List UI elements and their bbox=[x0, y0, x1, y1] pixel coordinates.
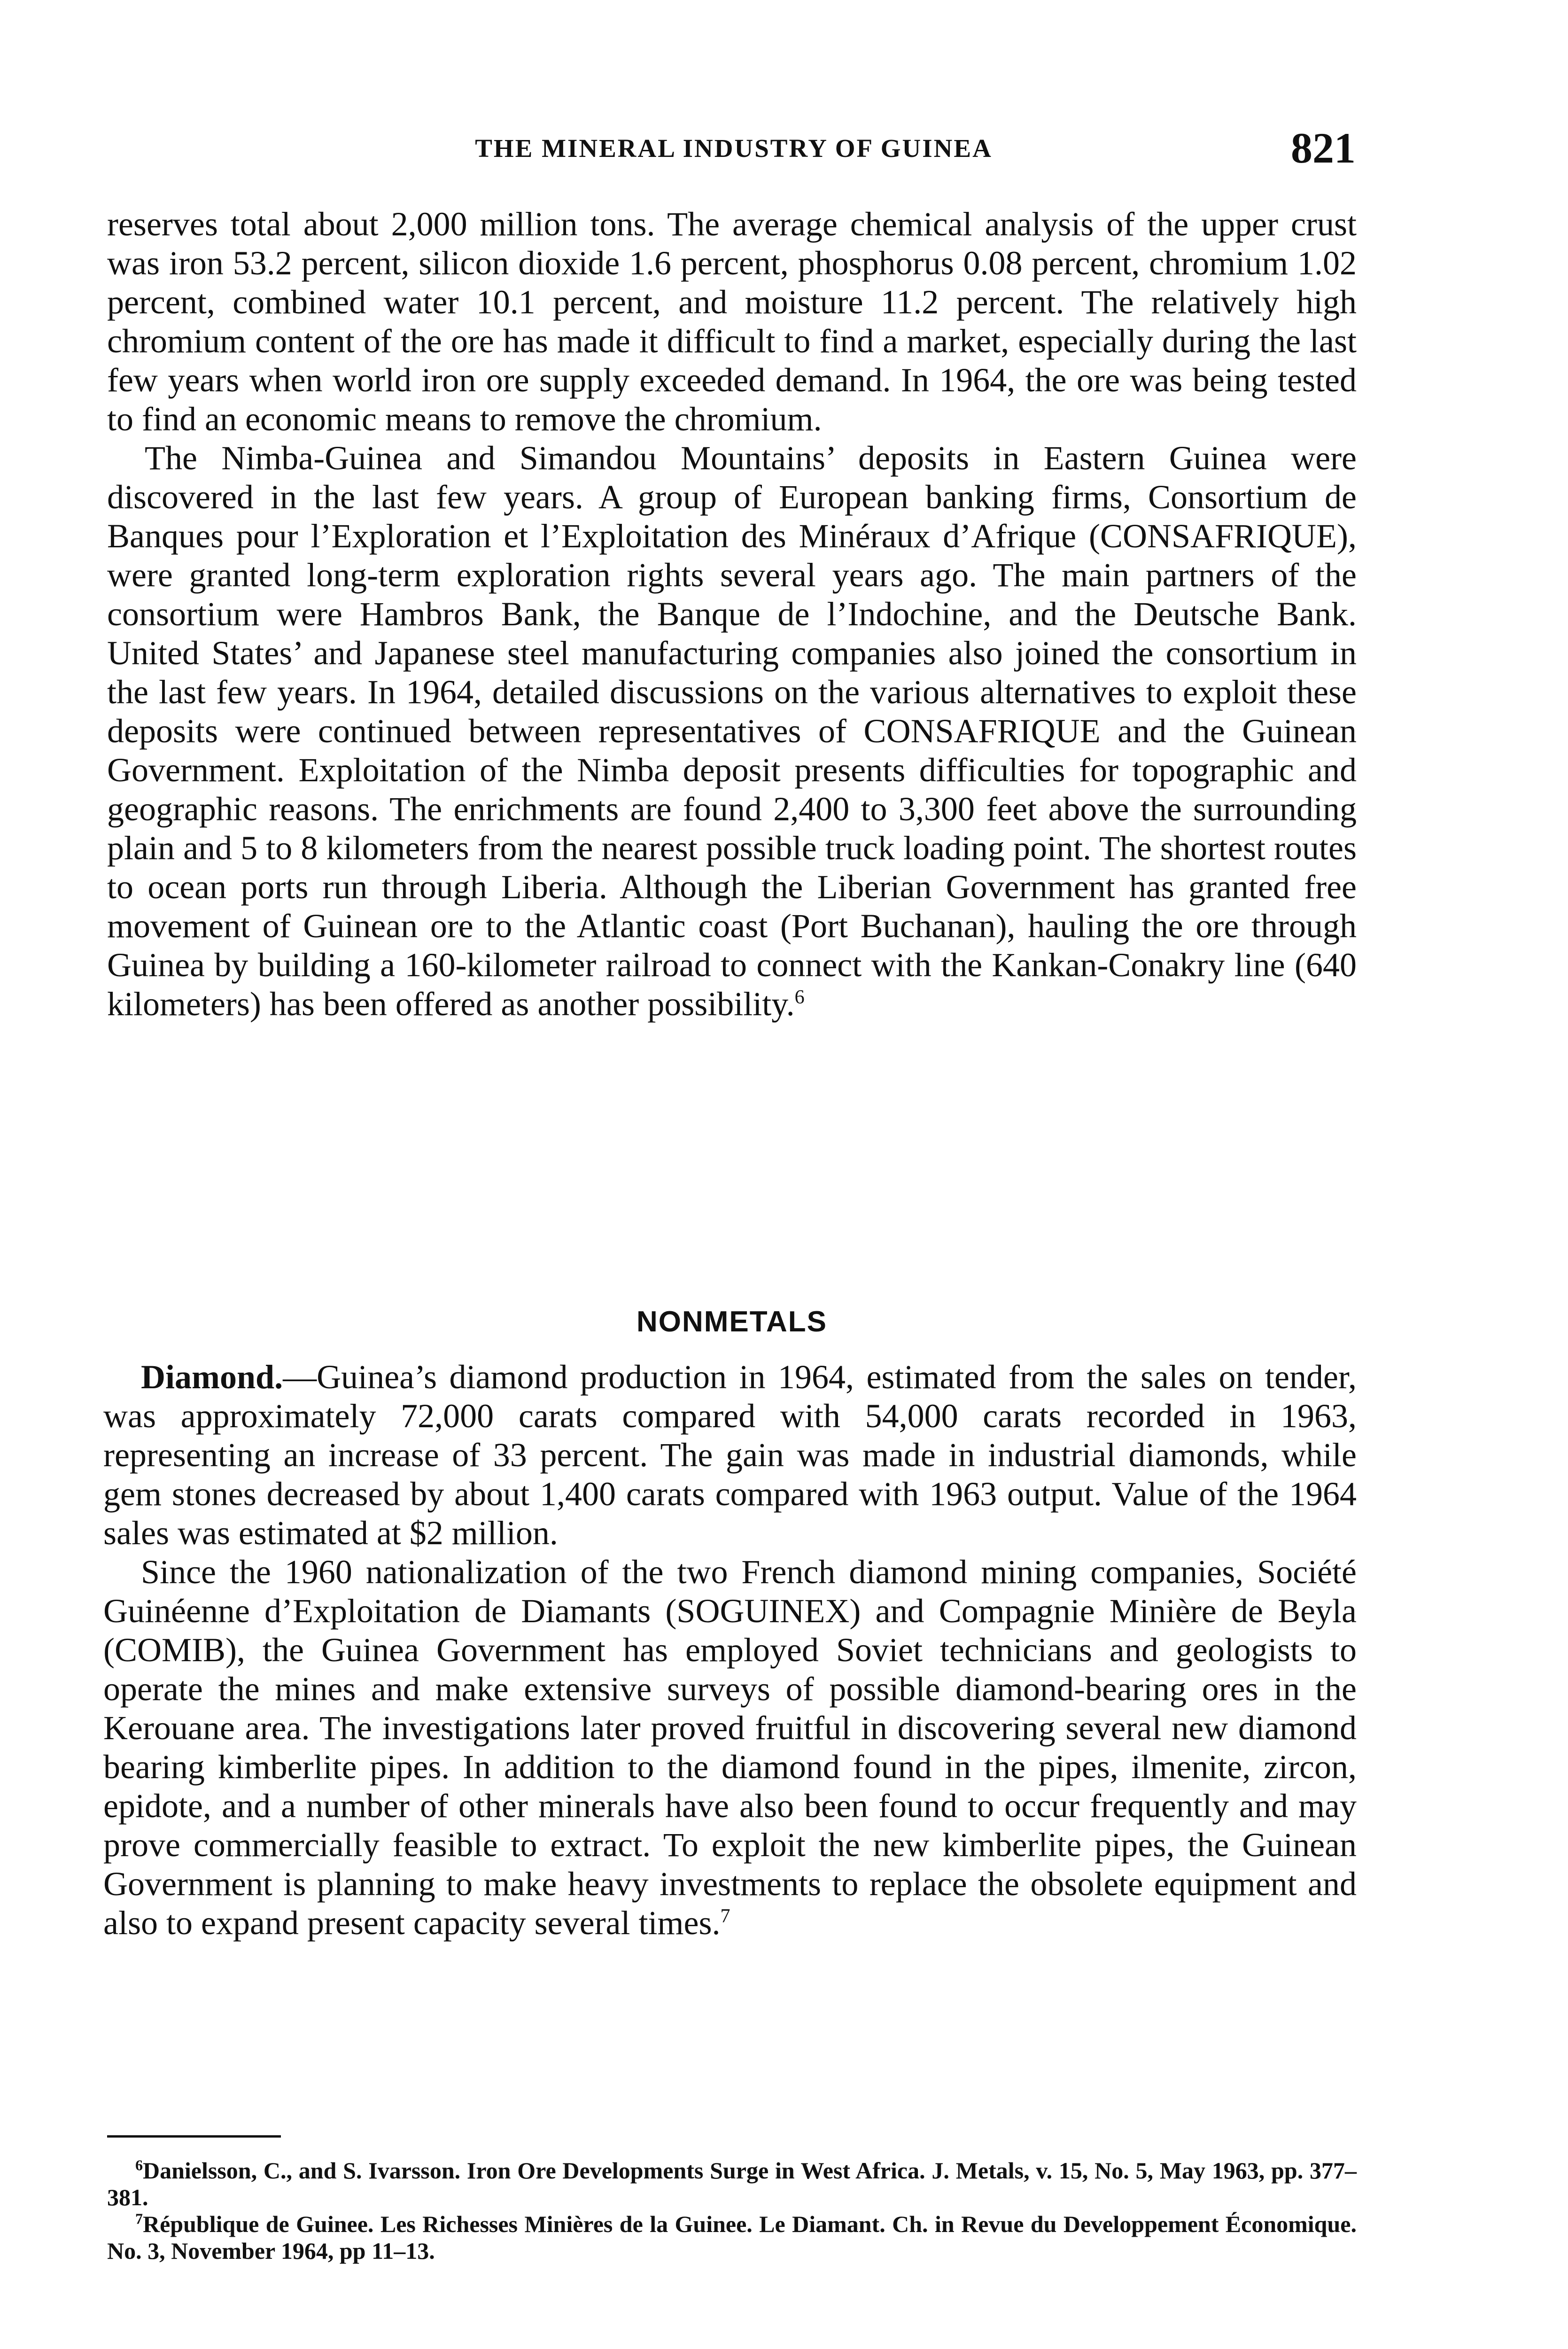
footnote-marker-7: 7 bbox=[135, 2210, 143, 2227]
paragraph-diamond-text: —Guinea’s diamond production in 1964, estimated from the sales on tender, was approximately 72,000 carats compared with 54,000 carats recorded in 1963, representing an increase of 33 percent. The gain was made in industrial diamonds, while gem stones decreased by about 1,400 carats compared with 1963 output. Value of the 1964 sales was estimated at $2 million. bbox=[103, 1358, 1357, 1552]
paragraph-diamond bbox=[103, 1358, 1357, 1553]
iron-ore-section-text bbox=[107, 205, 1357, 1024]
nonmetals-section-text bbox=[103, 1358, 1357, 1943]
running-header bbox=[107, 123, 1360, 175]
footnote-ref-7: 7 bbox=[720, 1906, 730, 1927]
paragraph-nationalization bbox=[103, 1553, 1357, 1943]
paragraph-reserves bbox=[107, 205, 1357, 439]
diamond-run-in-heading: Diamond. bbox=[141, 1358, 283, 1396]
footnotes bbox=[107, 2157, 1357, 2264]
footnote-7 bbox=[107, 2211, 1357, 2264]
paragraph-nationalization-text: Since the 1960 nationalization of the two French diamond mining companies, Société Guinéenne d’Exploitation de Diamants (SOGUINEX) and Compagnie Minière de Beyla (COMIB), the Guinea Government has employed Soviet technicians and geologists to operate the mines and make extensive surveys of possible diamond-bearing ores in the Kerouane area. The investigations later proved fruitful in discovering several new diamond bearing kimberlite pipes. In addition to the diamond found in the pipes, ilmenite, zircon, epidote, and a number of other minerals have also been found to occur frequently and may prove commercially feasible to extract. To exploit the new kimberlite pipes, the Guinean Government is planning to make heavy investments to replace the obsolete equipment and also to expand present capacity several times. bbox=[103, 1553, 1357, 1942]
footnote-6-text: Danielsson, C., and S. Ivarsson. Iron Ore Developments Surge in West Africa. J. Metals, v. 15, No. 5, May 1963, pp. 377–381. bbox=[107, 2157, 1357, 2210]
paragraph-nimba-simandou bbox=[107, 439, 1357, 1024]
footnote-7-text: République de Guinee. Les Richesses Minières de la Guinee. Le Diamant. Ch. in Revue du Developpement Économique. No. 3, November 1964, pp 11–13. bbox=[107, 2211, 1357, 2264]
page-number: 821 bbox=[1291, 124, 1356, 172]
footnote-ref-6: 6 bbox=[794, 987, 805, 1008]
running-title: THE MINERAL INDUSTRY OF GUINEA bbox=[475, 134, 993, 163]
paragraph-nimba-simandou-text: The Nimba-Guinea and Simandou Mountains’ deposits in Eastern Guinea were discovered in the last few years. A group of European banking firms, Consortium de Banques pour l’Exploration et l’Exploitation des Minéraux d’Afrique (CONSAFRIQUE), were granted long-term exploration rights several years ago. The main partners of the consortium were Hambros Bank, the Banque de l’Indochine, and the Deutsche Bank. United States’ and Japanese steel manufacturing companies also joined the consortium in the last few years. In 1964, detailed discussions on the various alternatives to exploit these deposits were continued between representatives of CONSAFRIQUE and the Guinean Government. Exploitation of the Nimba deposit presents difficulties for topographic and geographic reasons. The enrichments are found 2,400 to 3,300 feet above the surrounding plain and 5 to 8 kilometers from the nearest possible truck loading point. The shortest routes to ocean ports run through Liberia. Although the Liberian Government has granted free movement of Guinean ore to the Atlantic coast (Port Buchanan), hauling the ore through Guinea by building a 160-kilometer railroad to connect with the Kankan-Conakry line (640 kilometers) has been offered as another possibility. bbox=[107, 439, 1357, 1023]
section-heading-nonmetals: NONMETALS bbox=[636, 1306, 828, 1338]
footnote-6 bbox=[107, 2157, 1357, 2211]
paragraph-reserves-text: reserves total about 2,000 million tons. The average chemical analysis of the upper crust was iron 53.2 percent, silicon dioxide 1.6 percent, phosphorus 0.08 percent, chromium 1.02 percent, combined water 10.1 percent, and moisture 11.2 percent. The relatively high chromium content of the ore has made it difficult to find a market, especially during the last few years when world iron ore supply exceeded demand. In 1964, the ore was being tested to find an economic means to remove the chromium. bbox=[107, 205, 1357, 438]
footnote-marker-6: 6 bbox=[135, 2156, 143, 2174]
footnote-rule bbox=[107, 2135, 281, 2138]
